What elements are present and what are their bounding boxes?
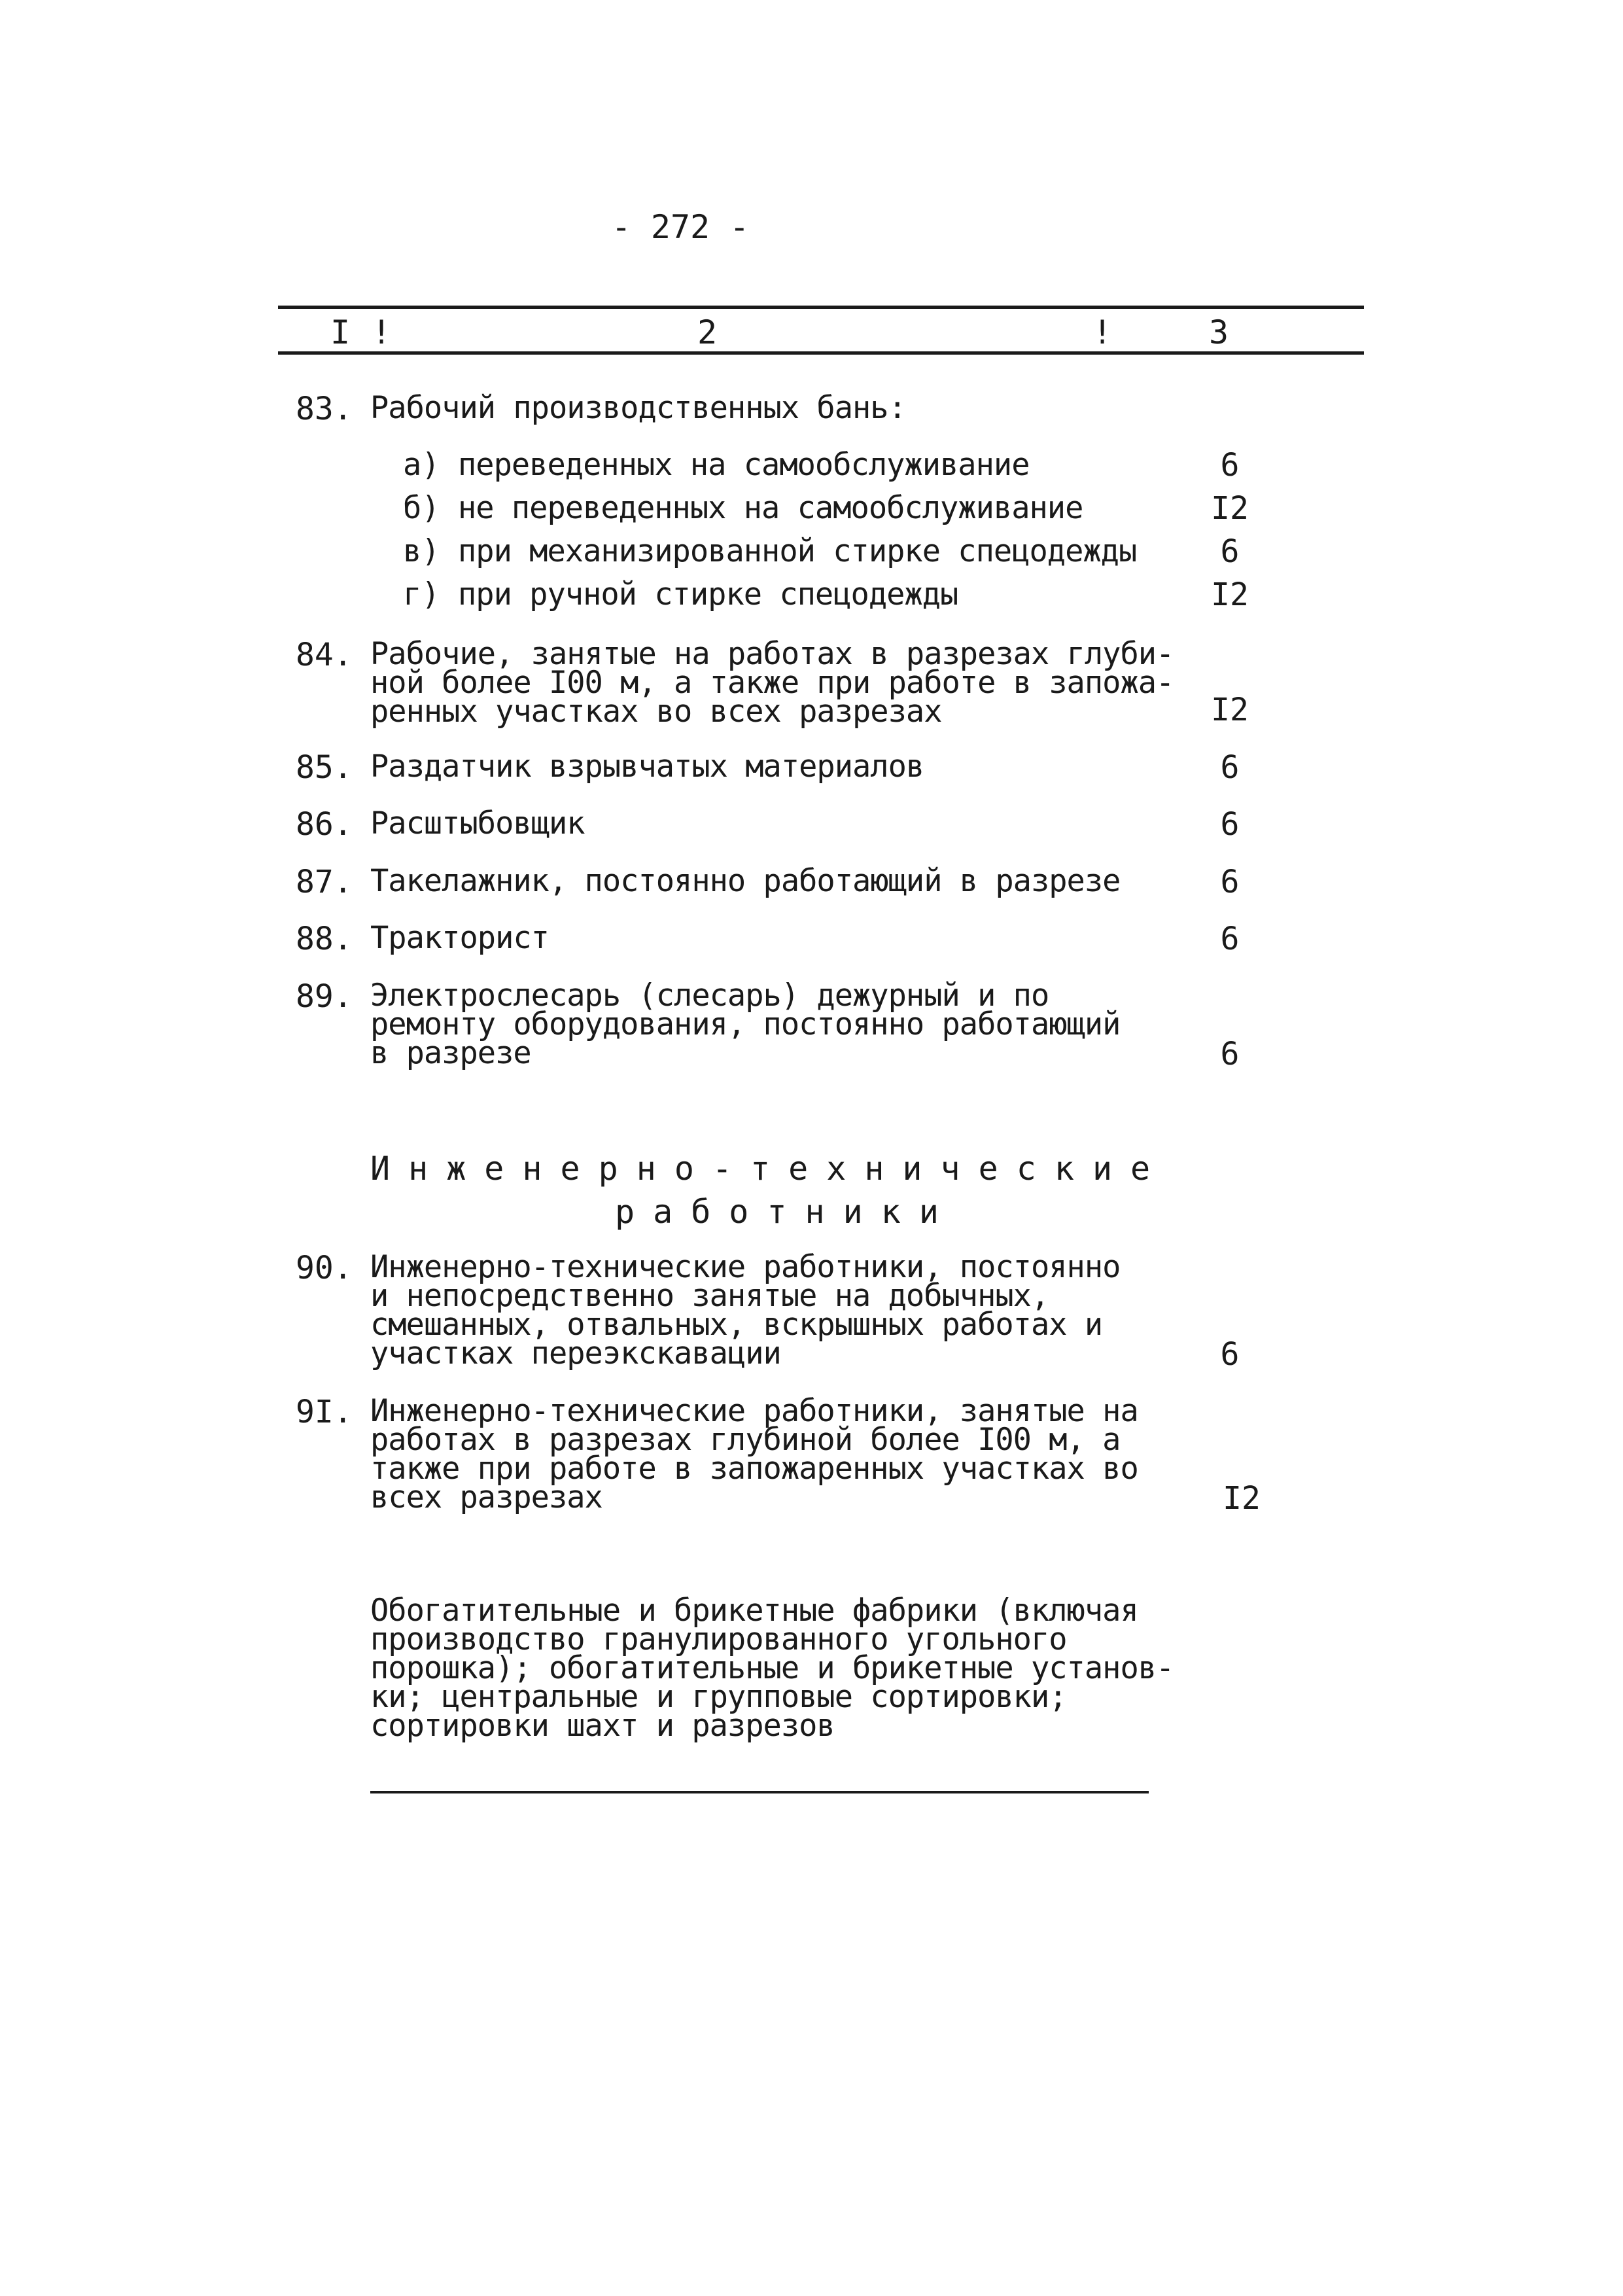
sub-item-b-text: не переведенных на самообслуживание: [458, 490, 1083, 526]
sub-item-d-text: при ручной стирке спецодежды: [458, 576, 958, 612]
closing-rule: [370, 1791, 1149, 1793]
sub-item-a-text: переведенных на самообслуживание: [458, 447, 1030, 483]
item-90-text: Инженерно-технические работники, постоянно и непосредственно занятые на добычных, смешанных, отвальных, вскрышных работах и участках переэкскавации: [370, 1249, 1121, 1371]
table-header-col3: 3: [1209, 313, 1229, 351]
table-header-sep2: !: [1092, 313, 1113, 351]
sub-item-d-letter: г): [403, 576, 440, 612]
sub-item-b-value: I2: [1211, 490, 1249, 527]
item-88-number: 88.: [296, 921, 353, 957]
item-84-text: Рабочие, занятые на работах в разрезах глуби- ной более I00 м, а также при работе в запожа- ренных участках во всех разрезах: [370, 636, 1174, 730]
closing-paragraph: Обогатительные и брикетные фабрики (включая производство гранулированного угольного порошка); обогатительные и брикетные установ- ки; центральные и групповые сортировки; сортировки шахт и разрезов: [370, 1593, 1174, 1744]
sub-item-d-value: I2: [1211, 576, 1249, 613]
item-87-value: 6: [1220, 864, 1240, 900]
item-86-text: Расштыбовщик: [370, 805, 585, 841]
item-89-value: 6: [1220, 1036, 1240, 1072]
item-89-number: 89.: [296, 978, 353, 1015]
item-89-text: Электрослесарь (слесарь) дежурный и по ремонту оборудования, постоянно работающий в разрезе: [370, 978, 1121, 1071]
sub-item-b-letter: б): [403, 490, 440, 526]
item-85-number: 85.: [296, 749, 353, 786]
item-91-value: I2: [1223, 1480, 1261, 1517]
item-86-value: 6: [1220, 806, 1240, 843]
table-header-top-rule: [278, 306, 1364, 309]
page-number: - 272 -: [611, 208, 750, 246]
sub-item-c-value: 6: [1220, 533, 1240, 570]
item-85-value: 6: [1220, 749, 1240, 786]
table-header-sep1: !: [372, 313, 392, 351]
table-header-col2: 2: [697, 313, 718, 351]
item-91-number: 9I.: [296, 1394, 353, 1430]
item-87-text: Такелажник, постоянно работающий в разрезе: [370, 863, 1121, 899]
item-88-text: Тракторист: [370, 920, 549, 956]
item-90-number: 90.: [296, 1250, 353, 1286]
table-header-bottom-rule: [278, 351, 1364, 355]
sub-item-c-letter: в): [403, 533, 440, 569]
sub-item-a-letter: а): [403, 447, 440, 483]
item-84-value: I2: [1211, 692, 1249, 728]
table-header-col1: I: [330, 313, 351, 351]
sub-item-c-text: при механизированной стирке спецодежды: [458, 533, 1137, 569]
item-91-text: Инженерно-технические работники, занятые на работах в разрезах глубиной более I00 м, а также при работе в запожаренных участках во всех разрезах: [370, 1393, 1138, 1515]
item-90-value: 6: [1220, 1336, 1240, 1373]
item-84-number: 84.: [296, 637, 353, 673]
item-83-text: Рабочий производственных бань:: [370, 390, 906, 426]
item-86-number: 86.: [296, 806, 353, 843]
section-heading-line2: работники: [615, 1193, 957, 1231]
section-heading-line1: Инженерно-технические: [370, 1150, 1169, 1188]
item-85-text: Раздатчик взрывчатых материалов: [370, 749, 924, 785]
item-88-value: 6: [1220, 921, 1240, 957]
sub-item-a-value: 6: [1220, 447, 1240, 484]
item-83-number: 83.: [296, 391, 353, 427]
item-87-number: 87.: [296, 864, 353, 900]
